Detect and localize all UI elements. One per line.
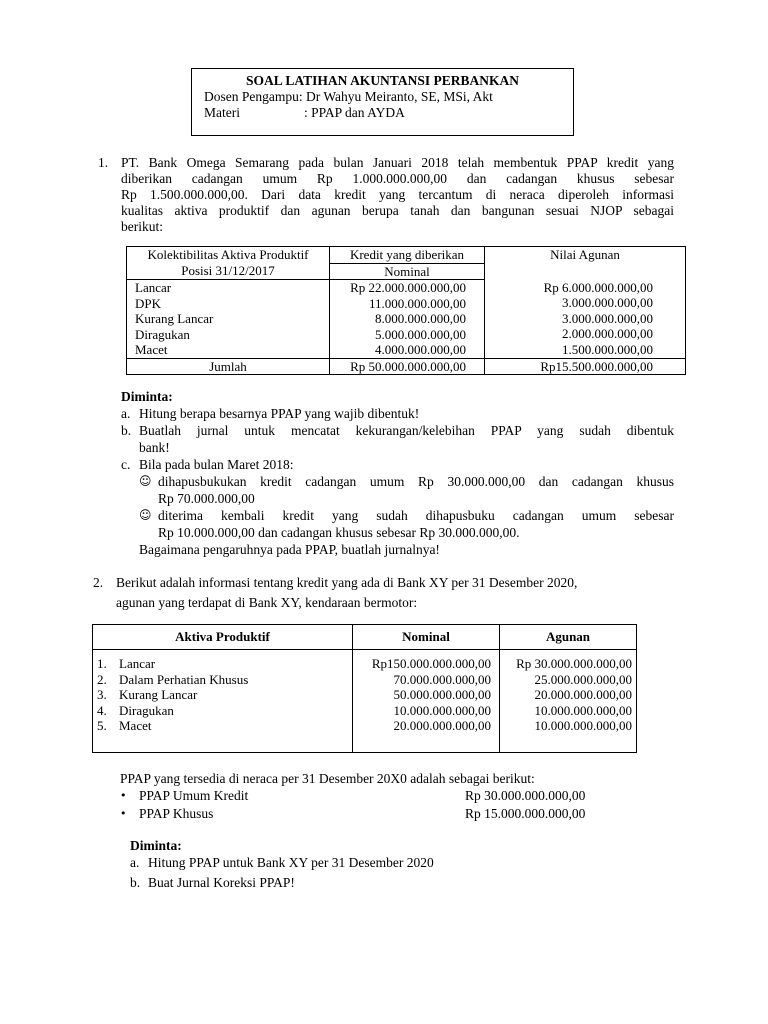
q1-diminta: Diminta: <box>121 389 173 404</box>
q1-b-label: b. <box>121 423 132 438</box>
q1-total-nominal: Rp 50.000.000.000,00 <box>330 358 485 375</box>
q1-c1-text-1: dihapusbukukan kredit cadangan umum Rp 30.000.000,00 dan cadangan khusus <box>158 474 674 489</box>
q1-line-5: berikut: <box>121 219 163 234</box>
q1-cell-kolektibilitas: Lancar DPK Kurang Lancar Diragukan Macet <box>127 280 330 359</box>
q2-col-agunan: Agunan <box>500 625 637 650</box>
bullet-icon: • <box>120 807 127 820</box>
q1-cell-agunan: Rp 6.000.000.000,00 3.000.000.000,00 3.000.000.000,00 2.000.000.000,00 1.500.000.000,00 <box>485 280 686 359</box>
q1-table-total <box>127 358 686 375</box>
table-row <box>93 650 637 753</box>
q2-line-2: agunan yang terdapat di Bank XY, kendaraan bermotor: <box>116 595 418 610</box>
q1-col-kolektibilitas-sub: Posisi 31/12/2017 <box>181 262 275 278</box>
q2-ppap-intro: PPAP yang tersedia di neraca per 31 Desember 20X0 adalah sebagai berikut: <box>120 771 535 786</box>
q2-col-nominal: Nominal <box>353 625 500 650</box>
q1-total-agunan: Rp15.500.000.000,00 <box>485 358 686 375</box>
q1-c1-text-2: Rp 70.000.000,00 <box>158 491 255 506</box>
q2-cell-aktiva: 1. Lancar 2. Dalam Perhatian Khusus 3. Kurang Lancar 4. Diragukan 5. Macet <box>93 650 353 753</box>
q2-cell-agunan: Rp 30.000.000.000,00 25.000.000.000,00 20.000.000.000,00 10.000.000.000,00 10.000.000.000,00 <box>500 650 637 753</box>
q1-col-kredit: Kredit yang diberikan <box>330 247 485 264</box>
lecturer-line: Dosen Pengampu: Dr Wahyu Meiranto, SE, MSi, Akt <box>204 89 493 104</box>
q1-c-label: c. <box>121 457 131 472</box>
q2-b-label: b. <box>130 875 141 890</box>
q2-table <box>92 624 637 753</box>
q1-line-1: PT. Bank Omega Semarang pada bulan Januari 2018 telah membentuk PPAP kredit yang <box>121 155 674 170</box>
q1-c3-text: Bagaimana pengaruhnya pada PPAP, buatlah jurnalnya! <box>139 542 440 557</box>
q1-table <box>126 246 686 375</box>
q2-line-1: Berikut adalah informasi tentang kredit yang ada di Bank XY per 31 Desember 2020, <box>116 575 578 590</box>
q2-ppap-khusus-label: PPAP Khusus <box>139 806 214 821</box>
q1-line-3: Rp 1.500.000.000,00. Dari data kredit yang tercantum di neraca diperoleh informasi <box>121 187 674 202</box>
q2-ppap-umum-value: Rp 30.000.000.000,00 <box>465 788 586 803</box>
q2-cell-nominal: Rp150.000.000.000,00 70.000.000.000,00 50.000.000.000,00 10.000.000.000,00 20.000.000.000,00 <box>353 650 500 753</box>
document-title: SOAL LATIHAN AKUNTANSI PERBANKAN <box>246 73 519 88</box>
q1-c-text: Bila pada bulan Maret 2018: <box>139 457 294 472</box>
q2-ppap-khusus-value: Rp 15.000.000.000,00 <box>465 806 586 821</box>
q2-ppap-umum-label: PPAP Umum Kredit <box>139 788 249 803</box>
q1-col-kolektibilitas-label: Kolektibilitas Aktiva Produktif <box>147 247 309 262</box>
q2-b-text: Buat Jurnal Koreksi PPAP! <box>148 875 295 890</box>
q1-cell-nominal: Rp 22.000.000.000,00 11.000.000.000,00 8.000.000.000,00 5.000.000.000,00 4.000.000.000,00 <box>330 280 485 359</box>
q2-a-text: Hitung PPAP untuk Bank XY per 31 Desember 2020 <box>148 855 434 870</box>
q2-number: 2. <box>93 575 104 590</box>
q1-table-header <box>127 247 686 264</box>
smiley-icon: ☺ <box>139 474 152 488</box>
q1-c2-text-2: Rp 10.000.000,00 dan cadangan khusus sebesar Rp 30.000.000,00. <box>158 525 520 540</box>
q1-a-text: Hitung berapa besarnya PPAP yang wajib dibentuk! <box>139 406 420 421</box>
q2-table-header <box>93 625 637 650</box>
q1-a-label: a. <box>121 406 131 421</box>
q1-number: 1. <box>98 155 109 170</box>
q2-diminta: Diminta: <box>130 838 182 853</box>
materi-value: : PPAP dan AYDA <box>304 105 405 120</box>
bullet-icon: • <box>120 789 127 802</box>
header-box <box>191 68 574 136</box>
q1-c2-text-1: diterima kembali kredit yang sudah dihapusbuku cadangan umum sebesar <box>158 508 674 523</box>
q2-col-aktiva: Aktiva Produktif <box>93 625 353 650</box>
q1-col-kolektibilitas <box>127 247 330 280</box>
q2-a-label: a. <box>130 855 140 870</box>
q1-total-label: Jumlah <box>127 358 330 375</box>
q1-col-nominal: Nominal <box>330 263 485 280</box>
q1-line-2: diberikan cadangan umum Rp 1.000.000.000,00 dan cadangan khusus sebesar <box>121 171 674 186</box>
q1-b-text-2: bank! <box>139 440 170 455</box>
q1-line-4: kualitas aktiva produktif dan agunan berupa tanah dan bangunan sesuai NJOP sebagai <box>121 203 674 218</box>
q1-paragraph <box>121 155 674 235</box>
smiley-icon: ☺ <box>139 508 152 522</box>
q1-b-text-1: Buatlah jurnal untuk mencatat kekurangan/kelebihan PPAP yang sudah dibentuk <box>139 423 674 438</box>
table-row <box>127 280 686 359</box>
materi-label: Materi <box>204 105 240 120</box>
q1-col-agunan: Nilai Agunan <box>485 247 686 280</box>
